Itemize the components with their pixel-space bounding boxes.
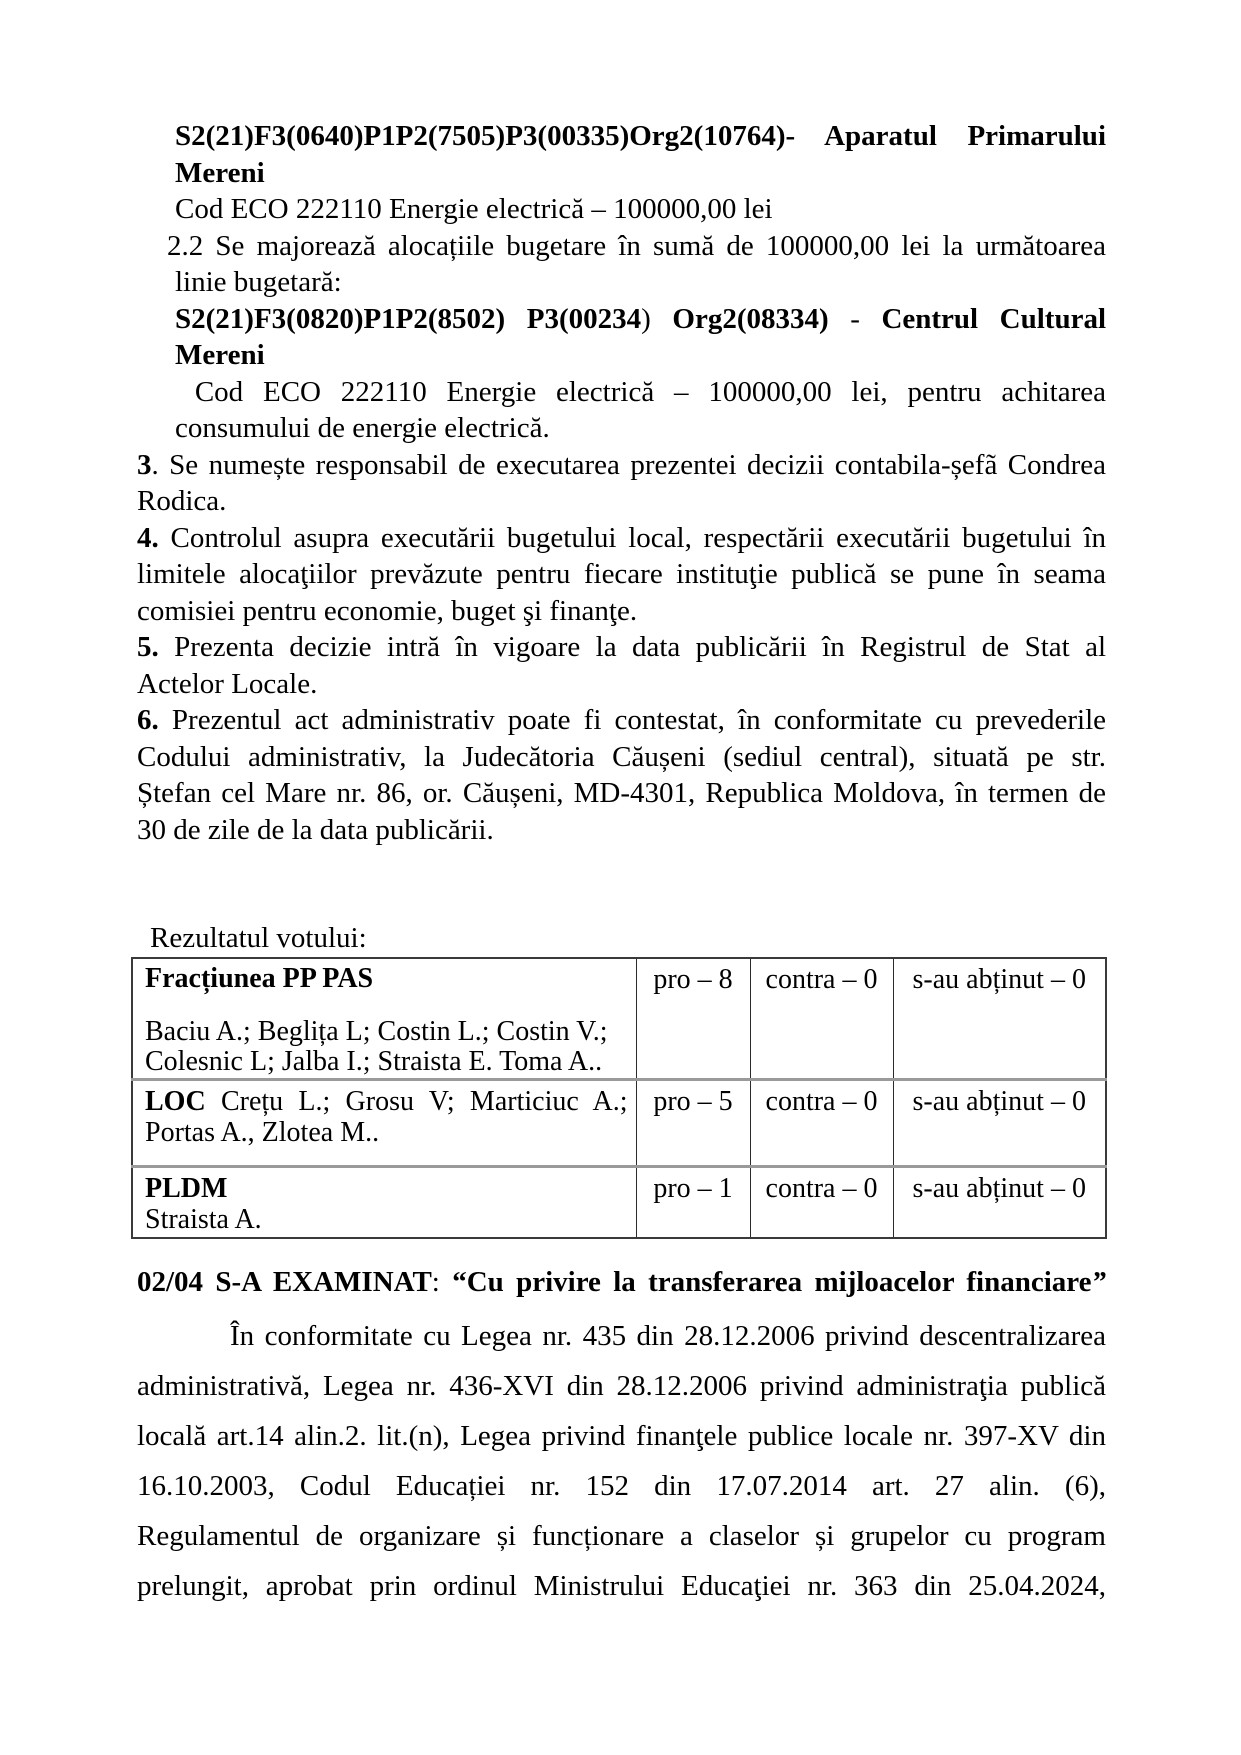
abstained-cell-value: s-au abținut – 0 [912, 963, 1086, 995]
text-run: 4. [137, 521, 159, 554]
decision-text-line [137, 410, 1106, 447]
text-run: 6. [137, 704, 159, 736]
pro-cell-value: pro – 1 [653, 1173, 733, 1204]
decision-text-line [137, 483, 1106, 520]
text-run: Fracțiunea PP PAS [145, 962, 374, 994]
decision-text-line [137, 666, 1106, 703]
legal-basis-line [137, 1411, 1106, 1461]
text-run: Mereni [175, 156, 265, 189]
party-cell [132, 958, 636, 1080]
text-run: Regulamentul de organizare și funcționare a claselor și grupelor cu program [137, 1519, 1106, 1552]
vote-table-row-0 [132, 958, 1106, 1080]
text-run: Ștefan cel Mare nr. 86, or. Căușeni, MD-4301, Republica Moldova, în termen de [137, 777, 1106, 809]
text-run: Org2(08334) [672, 302, 829, 335]
text-run: Prezenta decizie intră în vigoare la data publicării în Registrul de Stat al [158, 631, 1106, 663]
contra-cell [750, 958, 893, 1080]
text-run: ” [1091, 1266, 1106, 1298]
text-run: Controlul asupra executării bugetului local, respectării executării bugetului în [158, 521, 1106, 554]
vote-table-row-1 [132, 1080, 1106, 1167]
decision-text-line [137, 155, 1106, 192]
text-run: Cod ECO 222110 Energie electrică – 100000,00 lei, pentru achitarea [175, 375, 1106, 408]
decision-text-line [137, 593, 1106, 630]
vote-table-row-2 [132, 1167, 1106, 1239]
text-run: 30 de zile de la data publicării. [137, 813, 494, 846]
text-run: administrativă, Legea nr. 436-XVI din 28.12.2006 privind administraţia publică [137, 1369, 1106, 1402]
decision-text-line [137, 812, 1106, 849]
text-run: Actelor Locale. [137, 667, 318, 700]
text-run: Colesnic L; Jalba I.; Straista E. Toma A.. [145, 1045, 603, 1077]
contra-cell-value: contra – 0 [765, 1086, 878, 1117]
pro-cell [636, 958, 750, 1080]
text-run: Rodica. [137, 485, 227, 517]
text-run: consumului de energie electrică. [175, 412, 550, 444]
text-run: limitele alocaţiilor prevăzute pentru fiecare instituţie publică se pune în seama [137, 558, 1106, 590]
abstained-cell [893, 1080, 1106, 1167]
text-run: prelungit, aprobat prin ordinul Ministrului Educaţiei nr. 363 din 25.04.2024, [137, 1569, 1106, 1602]
vote-table [131, 957, 1107, 1240]
pro-cell-value: pro – 5 [653, 1086, 733, 1117]
text-run: LOC [145, 1086, 206, 1117]
contra-cell-value: contra – 0 [765, 963, 878, 995]
party-line [145, 1086, 628, 1148]
contra-cell [750, 1167, 893, 1239]
text-run: S2(21)F3(0640)P1P2(7505)P3(00335)Org2(10764)- Aparatul Primarului [175, 120, 1106, 152]
pro-cell-value: pro – 8 [653, 963, 733, 995]
text-run: : [431, 1266, 453, 1298]
pro-cell [636, 1080, 750, 1167]
text-run: 16.10.2003, Codul Educației nr. 152 din 17.07.2014 art. 27 alin. (6), [137, 1469, 1106, 1502]
abstained-cell-value: s-au abținut – 0 [912, 1173, 1086, 1204]
text-run: . Se numește responsabil de executarea prezentei decizii contabila-șefã Condrea [151, 448, 1106, 481]
decision-text-block [137, 118, 1106, 848]
legal-basis-line [137, 1511, 1106, 1561]
contra-cell-value: contra – 0 [765, 1173, 878, 1204]
text-run: Prezentul act administrativ poate fi contestat, în conformitate cu prevederile [158, 704, 1106, 736]
party-line [145, 1173, 628, 1204]
text-run: 5. [137, 631, 159, 663]
text-run: PLDM [145, 1173, 228, 1204]
decision-text-line [137, 447, 1106, 484]
decision-text-line [137, 337, 1106, 374]
text-run: 2.2 Se majorează alocațiile bugetare în sumă de 100000,00 lei la următoarea [167, 229, 1106, 262]
decision-text-line [137, 228, 1106, 265]
abstained-cell-value: s-au abținut – 0 [912, 1086, 1086, 1117]
decision-text-line [137, 556, 1106, 593]
text-run: Baciu A.; Beglița L; Costin L.; Costin V.; [145, 1016, 608, 1047]
text-run: Mereni [175, 339, 265, 371]
legal-basis-line [137, 1461, 1106, 1511]
contra-cell [750, 1080, 893, 1167]
abstained-cell [893, 1167, 1106, 1239]
party-line [145, 1204, 628, 1235]
legal-basis-line [137, 1361, 1106, 1411]
text-run: locală art.14 alin.2. lit.(n), Legea privind finanţele publice locale nr. 397-XV din [137, 1419, 1106, 1452]
text-run: linie bugetară: [175, 266, 342, 298]
decision-text-line [137, 118, 1106, 155]
decision-text-line [137, 775, 1106, 812]
text-run: - [828, 302, 882, 335]
decision-text-line [137, 301, 1106, 338]
text-run: Crețu L.; Grosu V; Marticiuc A.; Portas A., Zlotea M.. [145, 1086, 628, 1148]
party-line [145, 1047, 628, 1077]
party-line [145, 964, 628, 994]
text-run: În conformitate cu Legea nr. 435 din 28.12.2006 privind descentralizarea [230, 1319, 1106, 1352]
decision-text-line [137, 191, 1106, 228]
legal-basis-line [137, 1561, 1106, 1611]
decision-text-line [137, 374, 1106, 411]
text-run: “Cu privire la transferarea mijloacelor financiare [452, 1266, 1092, 1298]
party-line [145, 993, 628, 1017]
text-run: Cod ECO 222110 Energie electrică – 100000,00 lei [175, 193, 773, 225]
legal-basis-paragraph [137, 1311, 1106, 1611]
pro-cell [636, 1167, 750, 1239]
text-run: Straista A. [145, 1204, 262, 1235]
examined-heading [137, 1264, 1106, 1301]
abstained-cell [893, 958, 1106, 1080]
text-run: Centrul Cultural [881, 302, 1106, 335]
text-run: ) [641, 302, 673, 335]
vote-result-label: Rezultatul votului: [150, 922, 367, 954]
party-cell [132, 1080, 636, 1167]
text-run: Codului administrativ, la Judecătoria Căușeni (sediul central), situată pe str. [137, 740, 1106, 773]
text-run: S2(21)F3(0820)P1P2(8502) P3(00234 [175, 302, 642, 335]
decision-text-line [137, 629, 1106, 666]
examined-heading-line [137, 1264, 1106, 1301]
decision-text-line [137, 264, 1106, 301]
legal-basis-line [137, 1311, 1106, 1361]
decision-text-line [137, 739, 1106, 776]
decision-text-line [137, 520, 1106, 557]
text-run: 3 [137, 448, 152, 481]
text-run: comisiei pentru economie, buget şi finanţe. [137, 594, 638, 627]
decision-text-line [137, 702, 1106, 739]
party-line [145, 1017, 628, 1047]
party-cell [132, 1167, 636, 1239]
text-run: 02/04 S-A EXAMINAT [137, 1266, 432, 1298]
